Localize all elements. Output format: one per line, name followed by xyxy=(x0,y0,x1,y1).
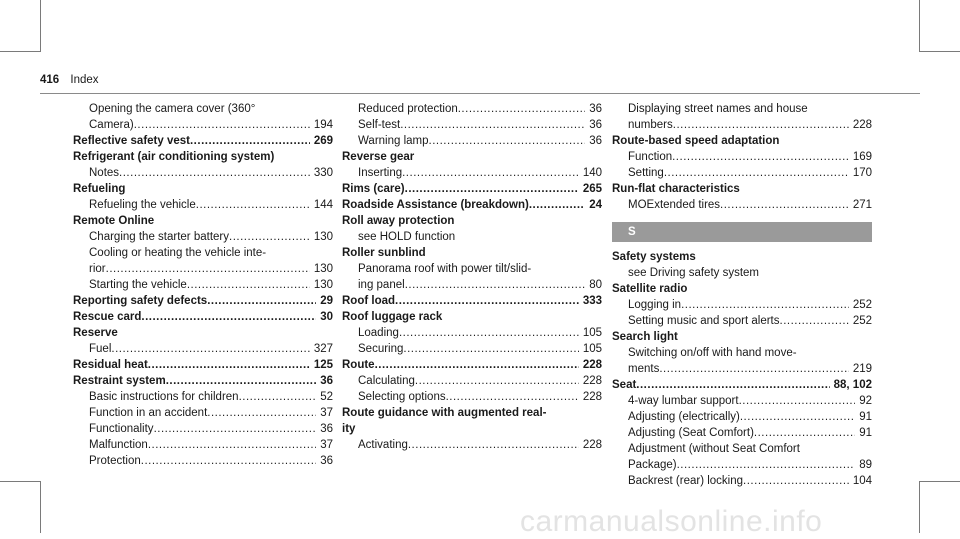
dot-leader xyxy=(664,165,849,181)
index-subentry xyxy=(73,197,333,213)
page-reference: 36 xyxy=(320,455,333,467)
dot-leader xyxy=(403,341,578,357)
index-subentry xyxy=(342,101,602,117)
index-subentry xyxy=(73,261,333,277)
entry-text: Camera) xyxy=(89,119,134,131)
entry-text: Backrest (rear) locking xyxy=(628,475,744,487)
entry-text: Function xyxy=(628,151,673,163)
index-entry xyxy=(342,181,602,197)
index-subentry xyxy=(342,389,602,405)
entry-text: Search light xyxy=(612,331,678,343)
entry-text: Roadside Assistance (breakdown) xyxy=(342,199,529,211)
index-subentry xyxy=(342,165,602,181)
index-entry xyxy=(342,405,602,421)
index-entry xyxy=(73,149,333,165)
entry-text: Charging the starter battery xyxy=(89,231,229,243)
entry-text: Functionality xyxy=(89,423,154,435)
entry-text: Run-flat characteristics xyxy=(612,183,740,195)
crop-mark xyxy=(919,51,960,52)
entry-text: Refueling the vehicle xyxy=(89,199,196,211)
page-reference: 36 xyxy=(589,119,602,131)
entry-text: numbers xyxy=(628,119,673,131)
index-subentry xyxy=(73,165,333,181)
dot-leader xyxy=(239,389,317,405)
section-title: Index xyxy=(70,74,99,86)
entry-text: Route xyxy=(342,359,375,371)
page-reference: 130 xyxy=(313,263,333,275)
entry-text: Switching on/off with hand move- xyxy=(628,347,797,359)
entry-text: ity xyxy=(342,423,356,435)
dot-leader xyxy=(415,373,579,389)
page-reference: 140 xyxy=(582,167,602,179)
dot-leader xyxy=(458,101,585,117)
index-column-2 xyxy=(342,101,602,453)
page-reference: 30 xyxy=(320,311,333,323)
crop-mark xyxy=(40,481,41,533)
page-reference: 144 xyxy=(313,199,333,211)
entry-text: Reporting safety defects xyxy=(73,295,208,307)
index-subentry xyxy=(342,117,602,133)
page-number: 416 xyxy=(40,74,60,86)
dot-leader xyxy=(681,297,849,313)
index-subentry xyxy=(73,389,333,405)
entry-text: Safety systems xyxy=(612,251,696,263)
index-entry xyxy=(342,293,602,309)
index-column-3 xyxy=(612,101,872,489)
index-subentry xyxy=(612,393,872,409)
dot-leader xyxy=(395,293,579,309)
index-entry xyxy=(612,329,872,345)
index-subentry xyxy=(342,261,602,277)
crop-mark xyxy=(40,0,41,52)
watermark: carmanualsonline.info xyxy=(520,505,823,538)
dot-leader xyxy=(187,277,310,293)
crop-mark xyxy=(919,481,960,482)
dot-leader xyxy=(677,457,856,473)
index-entry xyxy=(73,373,333,389)
index-entry xyxy=(73,213,333,229)
page-reference: 252 xyxy=(852,315,872,327)
entry-text: Reduced protection xyxy=(358,103,458,115)
index-subentry xyxy=(612,345,872,361)
index-entry xyxy=(612,377,872,393)
page-reference: 219 xyxy=(852,363,872,375)
page-reference: 104 xyxy=(852,475,872,487)
index-entry xyxy=(612,181,872,197)
index-subentry xyxy=(73,101,333,117)
index-entry xyxy=(73,357,333,373)
page-reference: 130 xyxy=(313,279,333,291)
index-entry xyxy=(612,249,872,265)
entry-text: Remote Online xyxy=(73,215,155,227)
entry-text: Seat xyxy=(612,379,637,391)
dot-leader xyxy=(375,357,579,373)
page-reference: 269 xyxy=(313,135,333,147)
page-reference: 228 xyxy=(582,375,602,387)
entry-text: Warning lamp xyxy=(358,135,429,147)
index-entry xyxy=(612,133,872,149)
index-entry xyxy=(73,309,333,325)
index-subentry xyxy=(342,341,602,357)
page-reference: 194 xyxy=(313,119,333,131)
crop-mark xyxy=(919,0,920,52)
page-header xyxy=(40,74,99,86)
dot-leader xyxy=(111,341,309,357)
index-subentry xyxy=(342,229,602,245)
index-subentry xyxy=(612,361,872,377)
page-reference: 170 xyxy=(852,167,872,179)
entry-text: Rescue card xyxy=(73,311,142,323)
index-subentry xyxy=(73,405,333,421)
dot-leader xyxy=(141,453,316,469)
entry-text: Logging in xyxy=(628,299,682,311)
page-reference: 89 xyxy=(859,459,872,471)
entry-text: Roller sunblind xyxy=(342,247,426,259)
section-letter: S xyxy=(612,222,872,242)
entry-text: Setting xyxy=(628,167,664,179)
dot-leader xyxy=(673,117,849,133)
entry-text: Securing xyxy=(358,343,404,355)
page-reference: 252 xyxy=(852,299,872,311)
index-subentry xyxy=(612,313,872,329)
index-entry xyxy=(342,197,602,213)
page-reference: 29 xyxy=(320,295,333,307)
dot-leader xyxy=(106,261,310,277)
crop-mark xyxy=(0,51,41,52)
entry-text: Adjustment (without Seat Comfort xyxy=(628,443,800,455)
entry-text: MOExtended tires xyxy=(628,199,721,211)
entry-text: rior xyxy=(89,263,106,275)
page-reference: 330 xyxy=(313,167,333,179)
dot-leader xyxy=(134,117,310,133)
page-reference: 92 xyxy=(859,395,872,407)
index-entry xyxy=(342,357,602,373)
index-subentry xyxy=(612,165,872,181)
index-subentry xyxy=(73,437,333,453)
page-reference: 36 xyxy=(320,423,333,435)
entry-text: Activating xyxy=(358,439,408,451)
index-subentry xyxy=(73,245,333,261)
header-rule xyxy=(40,93,920,94)
page-reference: 228 xyxy=(582,391,602,403)
entry-text: Loading xyxy=(358,327,399,339)
page-reference: 80 xyxy=(589,279,602,291)
page-reference: 130 xyxy=(313,231,333,243)
page-reference: 228 xyxy=(852,119,872,131)
index-subentry xyxy=(342,373,602,389)
dot-leader xyxy=(196,197,310,213)
dot-leader xyxy=(399,325,579,341)
entry-text: Residual heat xyxy=(73,359,148,371)
dot-leader xyxy=(754,425,855,441)
entry-text: Cooling or heating the vehicle inte- xyxy=(89,247,267,259)
index-subentry xyxy=(73,229,333,245)
index-subentry xyxy=(612,265,872,281)
dot-leader xyxy=(141,309,316,325)
page-reference: 228 xyxy=(582,359,602,371)
page-reference: 333 xyxy=(582,295,602,307)
dot-leader xyxy=(119,165,310,181)
index-subentry xyxy=(612,409,872,425)
entry-text: Notes xyxy=(89,167,120,179)
entry-text: ments xyxy=(628,363,660,375)
dot-leader xyxy=(529,197,585,213)
dot-leader xyxy=(659,361,848,377)
entry-text: Malfunction xyxy=(89,439,148,451)
index-entry xyxy=(73,133,333,149)
dot-leader xyxy=(148,357,310,373)
index-column-1 xyxy=(73,101,333,469)
crop-mark xyxy=(919,481,920,533)
crop-mark xyxy=(0,481,41,482)
index-entry xyxy=(342,309,602,325)
index-entry xyxy=(342,213,602,229)
dot-leader xyxy=(207,405,316,421)
entry-text: Refueling xyxy=(73,183,126,195)
index-subentry xyxy=(612,149,872,165)
index-entry xyxy=(342,245,602,261)
page-reference: 228 xyxy=(582,439,602,451)
entry-text: Satellite radio xyxy=(612,283,688,295)
entry-text: Reverse gear xyxy=(342,151,415,163)
index-subentry xyxy=(73,453,333,469)
entry-text: Rims (care) xyxy=(342,183,405,195)
index-subentry xyxy=(612,197,872,213)
index-entry xyxy=(342,149,602,165)
dot-leader xyxy=(740,409,855,425)
entry-text: 4-way lumbar support xyxy=(628,395,739,407)
dot-leader xyxy=(405,277,586,293)
entry-text: Adjusting (Seat Comfort) xyxy=(628,427,754,439)
page-reference: 265 xyxy=(582,183,602,195)
entry-text: Setting music and sport alerts xyxy=(628,315,780,327)
entry-text: ing panel xyxy=(358,279,405,291)
page-reference: 105 xyxy=(582,327,602,339)
page-reference: 88, 102 xyxy=(833,379,872,391)
entry-text: Refrigerant (air conditioning system) xyxy=(73,151,275,163)
page-reference: 327 xyxy=(313,343,333,355)
index-subentry xyxy=(612,117,872,133)
entry-text: see Driving safety system xyxy=(628,267,760,279)
dot-leader xyxy=(229,229,310,245)
entry-text: Route-based speed adaptation xyxy=(612,135,780,147)
page-reference: 52 xyxy=(320,391,333,403)
index-subentry xyxy=(612,473,872,489)
entry-text: Panorama roof with power tilt/slid- xyxy=(358,263,532,275)
index-entry xyxy=(342,421,602,437)
entry-text: see HOLD function xyxy=(358,231,456,243)
dot-leader xyxy=(408,437,579,453)
index-subentry xyxy=(342,437,602,453)
page-reference: 125 xyxy=(313,359,333,371)
dot-leader xyxy=(400,117,585,133)
entry-text: Route guidance with augmented real- xyxy=(342,407,547,419)
dot-leader xyxy=(402,165,579,181)
index-subentry xyxy=(342,325,602,341)
dot-leader xyxy=(207,293,316,309)
dot-leader xyxy=(429,133,586,149)
page-reference: 271 xyxy=(852,199,872,211)
entry-text: Selecting options xyxy=(358,391,446,403)
page-reference: 36 xyxy=(320,375,333,387)
index-subentry xyxy=(73,277,333,293)
entry-text: Protection xyxy=(89,455,141,467)
entry-text: Starting the vehicle xyxy=(89,279,187,291)
dot-leader xyxy=(672,149,849,165)
entry-text: Reflective safety vest xyxy=(73,135,190,147)
entry-text: Fuel xyxy=(89,343,112,355)
dot-leader xyxy=(743,473,849,489)
index-entry xyxy=(73,325,333,341)
entry-text: Package) xyxy=(628,459,677,471)
page-reference: 36 xyxy=(589,135,602,147)
page-reference: 91 xyxy=(859,411,872,423)
entry-text: Displaying street names and house xyxy=(628,103,808,115)
entry-text: Basic instructions for children xyxy=(89,391,239,403)
page-reference: 37 xyxy=(320,407,333,419)
entry-text: Restraint system xyxy=(73,375,166,387)
entry-text: Function in an accident xyxy=(89,407,208,419)
page-reference: 105 xyxy=(582,343,602,355)
entry-text: Roof load xyxy=(342,295,396,307)
page-reference: 91 xyxy=(859,427,872,439)
index-subentry xyxy=(73,341,333,357)
index-subentry xyxy=(342,133,602,149)
index-entry xyxy=(612,281,872,297)
dot-leader xyxy=(148,437,316,453)
index-subentry xyxy=(612,297,872,313)
dot-leader xyxy=(739,393,856,409)
dot-leader xyxy=(166,373,317,389)
page-reference: 169 xyxy=(852,151,872,163)
index-subentry xyxy=(73,117,333,133)
entry-text: Self-test xyxy=(358,119,401,131)
entry-text: Adjusting (electrically) xyxy=(628,411,740,423)
index-entry xyxy=(73,181,333,197)
page-reference: 37 xyxy=(320,439,333,451)
index-subentry xyxy=(342,277,602,293)
entry-text: Reserve xyxy=(73,327,118,339)
index-subentry xyxy=(612,441,872,457)
index-subentry xyxy=(612,425,872,441)
dot-leader xyxy=(720,197,849,213)
entry-text: Opening the camera cover (360° xyxy=(89,103,256,115)
index-entry xyxy=(73,293,333,309)
page-reference: 36 xyxy=(589,103,602,115)
entry-text: Calculating xyxy=(358,375,415,387)
dot-leader xyxy=(154,421,317,437)
page-reference: 24 xyxy=(589,199,602,211)
dot-leader xyxy=(636,377,829,393)
index-subentry xyxy=(73,421,333,437)
dot-leader xyxy=(405,181,579,197)
entry-text: Roll away protection xyxy=(342,215,455,227)
dot-leader xyxy=(780,313,849,329)
dot-leader xyxy=(446,389,579,405)
index-subentry xyxy=(612,101,872,117)
entry-text: Roof luggage rack xyxy=(342,311,443,323)
entry-text: Inserting xyxy=(358,167,403,179)
dot-leader xyxy=(190,133,310,149)
index-subentry xyxy=(612,457,872,473)
